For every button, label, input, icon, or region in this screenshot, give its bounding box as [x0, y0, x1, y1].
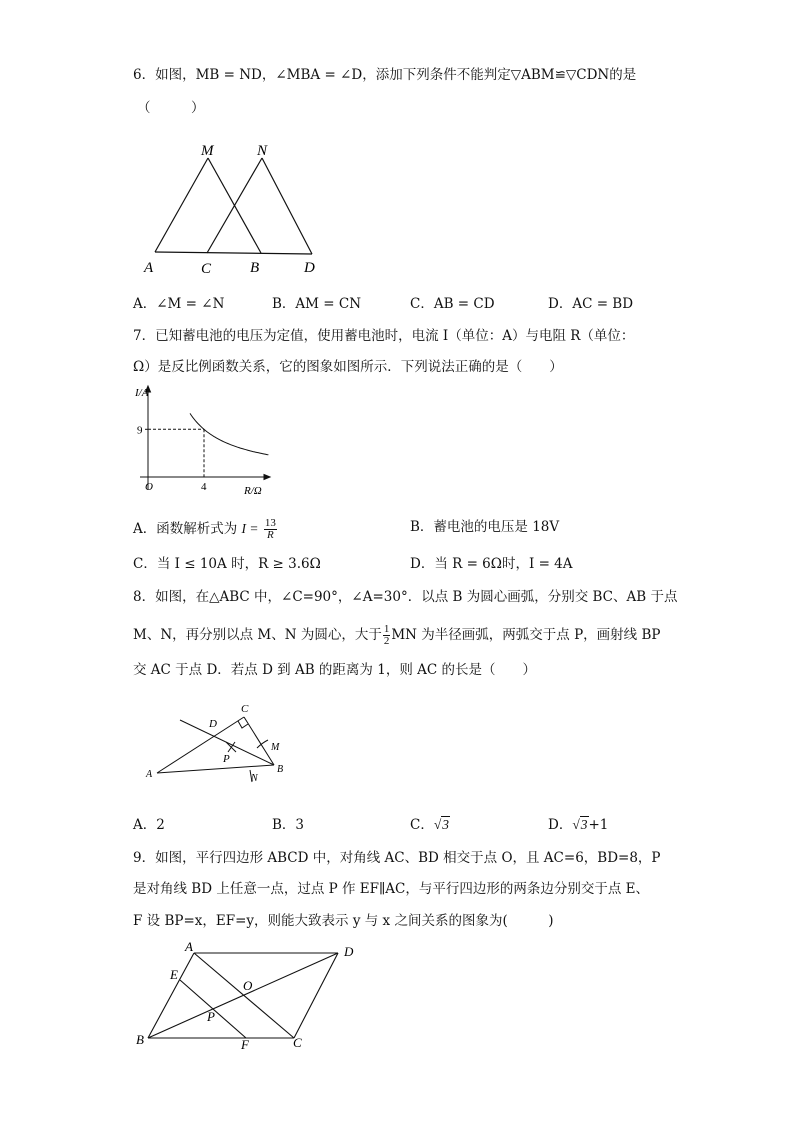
q9-line3: F 设 BP=x，EF=y，则能大致表示 y 与 x 之间关系的图象为( ) [133, 913, 554, 929]
q8-option-d-prefix: D． [548, 817, 573, 833]
q7-option-c: C．当 I ≤ 10A 时，R ≥ 3.6Ω [133, 556, 321, 572]
q8-option-a: A．2 [133, 817, 165, 833]
q8-seg-AB [157, 765, 274, 773]
q8-label-D: D [209, 718, 217, 730]
q6-label-A: A [144, 260, 154, 276]
q8-option-c-prefix: C． [410, 817, 434, 833]
q8-option-d-suffix: +1 [588, 817, 609, 833]
q7-option-a [133, 518, 278, 541]
q7-y-tick-label: 9 [137, 424, 143, 437]
q7-origin-label: O [145, 481, 153, 493]
q6-label-M: M [201, 143, 214, 159]
q8-line2-b: MN 为半径画弧，两弧交于点 P，画射线 BP [391, 627, 661, 643]
q6-option-b: B．AM = CN [272, 296, 362, 312]
q8-line3: 交 AC 于点 D．若点 D 到 AB 的距离为 1，则 AC 的长是（ ） [133, 662, 536, 678]
q9-label-B: B [136, 1032, 144, 1047]
q8-label-A: A [146, 769, 153, 780]
q9-label-P: P [207, 1009, 215, 1024]
q7-option-a-num: 13 [264, 517, 276, 529]
q6-answer-paren: （ ） [137, 100, 205, 116]
q7-x-arrow [264, 475, 270, 480]
q8-frac-den: 2 [383, 635, 390, 647]
q8-seg-AC [157, 717, 244, 773]
q9-line1: 9．如图，平行四边形 ABCD 中，对角线 AC、BD 相交于点 O，且 AC=6，BD=8，P [133, 850, 661, 866]
q6-figure [130, 138, 330, 278]
q7-option-a-prefix: A．函数解析式为 [133, 521, 238, 537]
q6-option-c: C．AB = CD [410, 296, 495, 312]
q7-option-a-lhs: I = [241, 521, 259, 536]
q7-y-axis-label: I/A [135, 387, 149, 399]
q8-figure [140, 700, 300, 790]
q8-right-angle-mark [238, 721, 248, 728]
q7-x-tick-label: 4 [201, 481, 207, 493]
q8-frac-num: 1 [383, 623, 390, 635]
q6-label-C: C [201, 261, 212, 277]
q7-stem-line2: Ω）是反比例函数关系，它的图象如图所示．下列说法正确的是（ ） [133, 359, 563, 375]
q6-option-a: A．∠M = ∠N [133, 296, 225, 312]
q9-label-F: F [241, 1037, 249, 1052]
q6-seg-AD [155, 252, 312, 254]
q6-option-d: D．AC = BD [548, 296, 634, 312]
q8-line1: 8．如图，在△ABC 中，∠C=90°，∠A=30°．以点 B 为圆心画弧，分别交 BC、AB 于点 [133, 589, 678, 605]
q8-option-d [548, 816, 608, 834]
q9-diag-BD [148, 953, 338, 1038]
q8-line2-a: M、N，再分别以点 M、N 为圆心，大于 [133, 627, 382, 643]
q7-option-a-fraction [264, 518, 277, 541]
q6-label-B: B [250, 260, 260, 276]
q7-curve [190, 413, 268, 454]
q9-label-C: C [293, 1035, 302, 1050]
q8-option-c-radicand: 3 [442, 817, 450, 832]
q7-graph [128, 380, 278, 500]
q7-stem-line1: 7．已知蓄电池的电压为定值，使用蓄电池时，电流 I（单位：A）与电阻 R（单位： [133, 328, 635, 344]
q9-side-DC [294, 953, 338, 1038]
q9-label-O: O [243, 978, 253, 993]
q8-label-P: P [223, 753, 230, 765]
q9-side-AB [148, 953, 194, 1038]
q8-option-d-radicand: 3 [580, 817, 588, 832]
q8-option-b: B．3 [272, 817, 305, 833]
q7-option-a-den: R [266, 529, 274, 541]
q6-seg-ND [262, 158, 312, 254]
q6-label-N: N [257, 143, 268, 159]
q8-option-c-sqrt: √3 [433, 817, 450, 832]
q6-seg-CN [207, 158, 262, 253]
q8-label-N: N [251, 773, 258, 784]
q8-label-B: B [277, 764, 284, 775]
q8-option-d-sqrt: √3 [572, 817, 588, 832]
q9-label-A: A [185, 939, 193, 954]
q8-half-fraction [383, 624, 391, 647]
q8-label-M: M [271, 742, 280, 753]
q7-option-d: D．当 R = 6Ω时，I = 4A [410, 556, 573, 572]
q9-label-D: D [344, 944, 354, 959]
q8-line2 [133, 624, 660, 647]
q9-label-E: E [170, 967, 178, 982]
q7-option-b: B．蓄电池的电压是 18V [410, 519, 560, 535]
q8-option-c [410, 816, 450, 834]
q9-figure [130, 938, 370, 1053]
q8-label-C: C [241, 703, 249, 715]
q7-x-axis-label: R/Ω [244, 485, 262, 497]
q6-stem: 6．如图，MB = ND，∠MBA = ∠D，添加下列条件不能判定▽ABM≌▽CDN的是 [133, 67, 637, 83]
q9-line2: 是对角线 BD 上任意一点，过点 P 作 EF∥AC，与平行四边形的两条边分别交于点 E、 [133, 881, 649, 897]
q6-seg-AM [155, 158, 208, 252]
q6-label-D: D [304, 260, 315, 276]
